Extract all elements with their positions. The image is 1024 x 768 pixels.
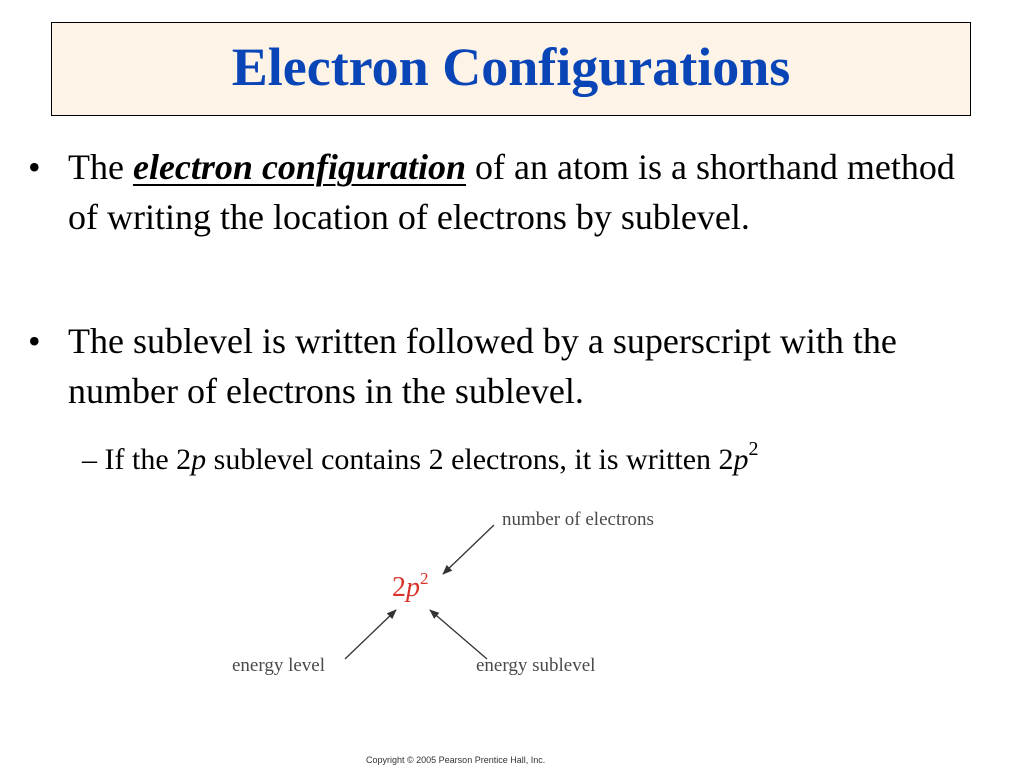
- config-number: 2: [392, 572, 406, 603]
- config-letter: p: [406, 572, 420, 603]
- label-number-of-electrons: number of electrons: [502, 509, 654, 530]
- arrow-to-letter: [430, 610, 487, 659]
- config-superscript: 2: [420, 569, 429, 588]
- bullet-rest-text: of an atom is a shorthand method of writing the location of electrons by sublevel.: [68, 147, 955, 237]
- sub-bullet-marker: –: [82, 443, 97, 476]
- key-term: electron configuration: [132, 147, 466, 187]
- bullet-lead-text: The: [68, 147, 133, 187]
- slide-title: Electron Configurations: [231, 37, 791, 97]
- sub-bullet-text-before: If the 2: [97, 443, 192, 476]
- label-energy-level: energy level: [232, 655, 326, 676]
- sub-bullet-text-middle: sublevel contains 2 electrons, it is written 2: [206, 443, 734, 476]
- electron-config-example: [392, 569, 429, 604]
- label-energy-sublevel: energy sublevel: [476, 655, 596, 676]
- copyright-notice: Copyright © 2005 Pearson Prentice Hall, Inc.: [366, 755, 546, 765]
- sub-bullet-italic-p-end: p: [733, 443, 749, 476]
- bullet-marker: •: [28, 147, 41, 187]
- sub-bullet-superscript: 2: [748, 438, 759, 460]
- bullet-text: The sublevel is written followed by a superscript with the number of electrons in the sublevel.: [68, 321, 897, 411]
- arrow-to-superscript: [443, 525, 494, 574]
- arrow-to-number: [345, 610, 396, 659]
- bullet-marker: •: [28, 321, 41, 361]
- sub-bullet-italic-p: p: [191, 443, 207, 476]
